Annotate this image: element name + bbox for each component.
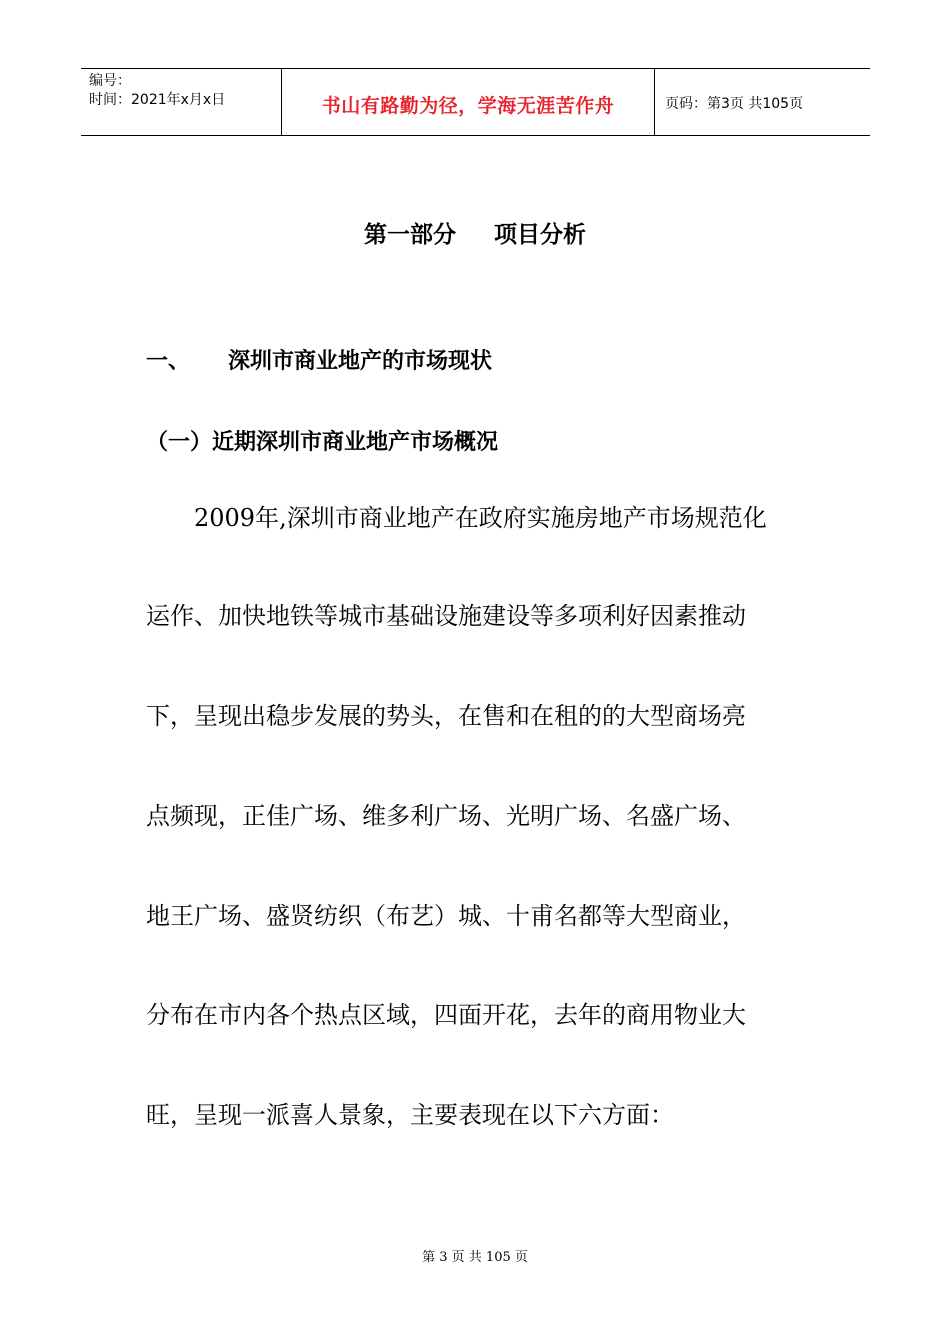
paragraph-line: 点频现，正佳广场、维多利广场、光明广场、名盛广场、 (146, 802, 746, 830)
motto-text: 书山有路勤为径，学海无涯苦作舟 (321, 94, 615, 117)
document-time-label: 时间：2021年x月x日 (89, 92, 226, 108)
section-number: 一、 (146, 349, 191, 374)
header-page-cell (655, 69, 870, 135)
paragraph-line: 地王广场、盛贤纺织（布艺）城、十甫名都等大型商业， (146, 902, 746, 930)
paragraph-line: 2009年,深圳市商业地产在政府实施房地产市场规范化 (146, 504, 767, 532)
paragraph-line: 运作、加快地铁等城市基础设施建设等多项利好因素推动 (146, 602, 746, 630)
header-page-info: 页码：第3页 共105页 (665, 96, 804, 112)
page-footer: 第 3 页 共 105 页 (422, 1250, 528, 1265)
part-title (0, 216, 950, 249)
section-heading (146, 344, 492, 375)
subsection-heading: （一）近期深圳市商业地产市场概况 (146, 430, 499, 455)
header-meta-cell (81, 69, 282, 135)
paragraph-line: 分布在市内各个热点区域，四面开花，去年的商用物业大 (146, 1001, 746, 1029)
page-header (81, 68, 870, 136)
part-title-name: 项目分析 (494, 222, 586, 248)
part-title-number: 第一部分 (364, 222, 456, 248)
section-title: 深圳市商业地产的市场现状 (228, 349, 493, 374)
paragraph-line: 旺，呈现一派喜人景象，主要表现在以下六方面： (146, 1101, 674, 1129)
paragraph-line: 下，呈现出稳步发展的势头，在售和在租的的大型商场亮 (146, 702, 746, 730)
document-number-label: 编号： (89, 73, 131, 89)
header-motto-cell (282, 69, 655, 135)
